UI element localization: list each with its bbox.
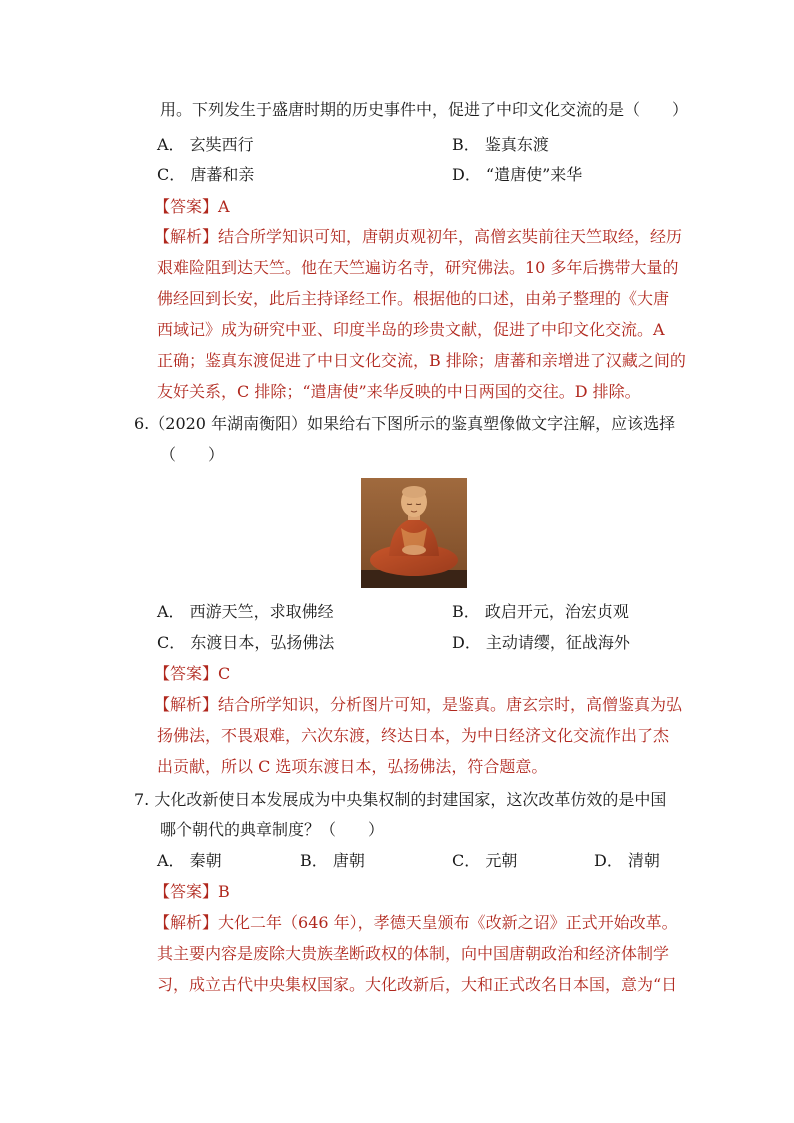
q7-stem-line-1: 7. 大化改新使日本发展成为中央集权制的封建国家，这次改革仿效的是中国 bbox=[134, 790, 667, 809]
q6-option-d[interactable]: D． 主动请缨，征战海外 bbox=[452, 633, 630, 652]
q7-analysis-line-1 bbox=[154, 913, 678, 933]
q5-option-d[interactable]: D． “遣唐使”来华 bbox=[452, 165, 583, 184]
analysis-label: 【解析】 bbox=[154, 695, 219, 714]
q7-option-c[interactable]: C． 元朝 bbox=[452, 851, 518, 870]
analysis-label: 【解析】 bbox=[154, 913, 219, 932]
q6-stem-line-2: （ ） bbox=[160, 445, 225, 464]
analysis-text: 大化二年（646 年），孝德天皇颁布《改新之诏》正式开始改革。 bbox=[218, 913, 678, 932]
q6-option-c[interactable]: C． 东渡日本，弘扬佛法 bbox=[157, 633, 335, 652]
q6-option-b[interactable]: B． 政启开元，治宏贞观 bbox=[452, 602, 629, 621]
q5-stem: 用。下列发生于盛唐时期的历史事件中，促进了中印文化交流的是（ ） bbox=[160, 100, 689, 119]
q5-analysis-line-6: 友好关系，C 排除；“遣唐使”来华反映的中日两国的交往。D 排除。 bbox=[157, 382, 641, 401]
answer-label: 【答案】 bbox=[154, 664, 219, 683]
q6-answer bbox=[154, 664, 230, 684]
q6-analysis-line-3: 出贡献，所以 C 选项东渡日本，弘扬佛法，符合题意。 bbox=[157, 757, 548, 776]
q5-option-b[interactable]: B． 鉴真东渡 bbox=[452, 135, 549, 154]
q7-option-d[interactable]: D． 清朝 bbox=[594, 851, 660, 870]
q7-option-a[interactable]: A． 秦朝 bbox=[157, 851, 222, 870]
q5-answer bbox=[154, 197, 230, 217]
q6-option-a[interactable]: A． 西游天竺，求取佛经 bbox=[157, 602, 334, 621]
q7-option-b[interactable]: B． 唐朝 bbox=[300, 851, 365, 870]
q7-analysis-line-2: 其主要内容是废除大贵族垄断政权的体制，向中国唐朝政治和经济体制学 bbox=[157, 944, 670, 963]
q5-analysis-line-3: 佛经回到长安，此后主持译经工作。根据他的口述，由弟子整理的《大唐 bbox=[157, 289, 670, 308]
q5-analysis-line-4: 西域记》成为研究中亚、印度半岛的珍贵文献，促进了中印文化交流。A bbox=[157, 320, 665, 339]
answer-label: 【答案】 bbox=[154, 197, 219, 216]
jianzhen-statue-image bbox=[361, 478, 467, 588]
analysis-text: 结合所学知识，分析图片可知，是鉴真。唐玄宗时，高僧鉴真为弘 bbox=[218, 695, 683, 714]
q7-analysis-line-3: 习，成立古代中央集权国家。大化改新后，大和正式改名日本国，意为“日 bbox=[157, 975, 678, 994]
q7-answer bbox=[154, 882, 230, 902]
answer-value: B bbox=[218, 882, 230, 901]
q5-analysis-line-2: 艰难险阻到达天竺。他在天竺遍访名寺，研究佛法。10 多年后携带大量的 bbox=[157, 258, 679, 277]
answer-value: C bbox=[218, 664, 231, 683]
q6-stem-line-1: 6.（2020 年湖南衡阳）如果给右下图所示的鉴真塑像做文字注解，应该选择 bbox=[134, 414, 676, 433]
analysis-text: 结合所学知识可知，唐朝贞观初年，高僧玄奘前往天竺取经，经历 bbox=[218, 227, 683, 246]
q5-option-a[interactable]: A． 玄奘西行 bbox=[157, 135, 254, 154]
q6-analysis-line-1 bbox=[154, 695, 682, 715]
q5-option-c[interactable]: C． 唐蕃和亲 bbox=[157, 165, 255, 184]
q6-analysis-line-2: 扬佛法，不畏艰难，六次东渡，终达日本，为中日经济文化交流作出了杰 bbox=[157, 726, 670, 745]
analysis-label: 【解析】 bbox=[154, 227, 219, 246]
q7-stem-line-2: 哪个朝代的典章制度？（ ） bbox=[160, 820, 385, 839]
q5-analysis-line-1 bbox=[154, 227, 682, 247]
answer-label: 【答案】 bbox=[154, 882, 219, 901]
answer-value: A bbox=[218, 197, 230, 216]
q5-analysis-line-5: 正确；鉴真东渡促进了中日文化交流，B 排除；唐蕃和亲增进了汉藏之间的 bbox=[157, 351, 686, 370]
